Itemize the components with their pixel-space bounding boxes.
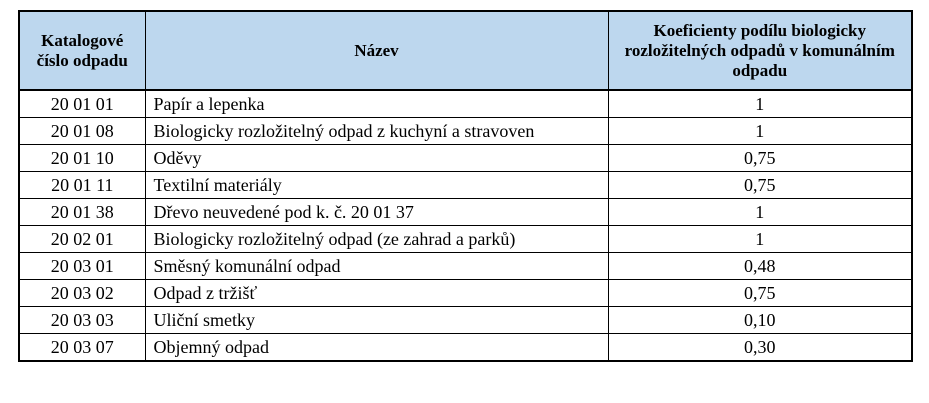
waste-name-cell: Oděvy (145, 145, 608, 172)
header-row (19, 11, 912, 90)
table-row (19, 307, 912, 334)
waste-name-cell: Odpad z tržišť (145, 280, 608, 307)
waste-name-cell: Biologicky rozložitelný odpad z kuchyní a stravoven (145, 118, 608, 145)
waste-name-cell: Uliční smetky (145, 307, 608, 334)
catalog-number-cell: 20 01 11 (19, 172, 145, 199)
waste-coefficient-table (18, 10, 913, 362)
catalog-number-cell: 20 03 07 (19, 334, 145, 362)
coefficient-cell: 0,75 (608, 172, 912, 199)
coefficient-cell: 1 (608, 199, 912, 226)
coefficient-cell: 0,30 (608, 334, 912, 362)
coefficient-cell: 0,75 (608, 145, 912, 172)
waste-name-cell: Biologicky rozložitelný odpad (ze zahrad a parků) (145, 226, 608, 253)
coefficient-cell: 1 (608, 118, 912, 145)
waste-name-cell: Objemný odpad (145, 334, 608, 362)
table-row (19, 90, 912, 118)
waste-name-cell: Textilní materiály (145, 172, 608, 199)
catalog-number-cell: 20 02 01 (19, 226, 145, 253)
table-row (19, 280, 912, 307)
coefficient-cell: 0,10 (608, 307, 912, 334)
coefficient-cell: 0,48 (608, 253, 912, 280)
catalog-number-cell: 20 01 01 (19, 90, 145, 118)
waste-name-cell: Směsný komunální odpad (145, 253, 608, 280)
table-row (19, 172, 912, 199)
coefficient-cell: 1 (608, 90, 912, 118)
table-header (19, 11, 912, 90)
table-row (19, 334, 912, 362)
coefficient-cell: 1 (608, 226, 912, 253)
catalog-number-cell: 20 01 08 (19, 118, 145, 145)
header-catalog-number: Katalogové číslo odpadu (19, 11, 145, 90)
table-row (19, 226, 912, 253)
waste-name-cell: Dřevo neuvedené pod k. č. 20 01 37 (145, 199, 608, 226)
table-body (19, 90, 912, 361)
catalog-number-cell: 20 03 01 (19, 253, 145, 280)
catalog-number-cell: 20 03 02 (19, 280, 145, 307)
header-name: Název (145, 11, 608, 90)
coefficient-cell: 0,75 (608, 280, 912, 307)
catalog-number-cell: 20 03 03 (19, 307, 145, 334)
catalog-number-cell: 20 01 38 (19, 199, 145, 226)
header-coefficient: Koeficienty podílu biologicky rozložitelných odpadů v komunálním odpadu (608, 11, 912, 90)
catalog-number-cell: 20 01 10 (19, 145, 145, 172)
table-row (19, 253, 912, 280)
table-row (19, 145, 912, 172)
waste-name-cell: Papír a lepenka (145, 90, 608, 118)
table-row (19, 199, 912, 226)
table-row (19, 118, 912, 145)
